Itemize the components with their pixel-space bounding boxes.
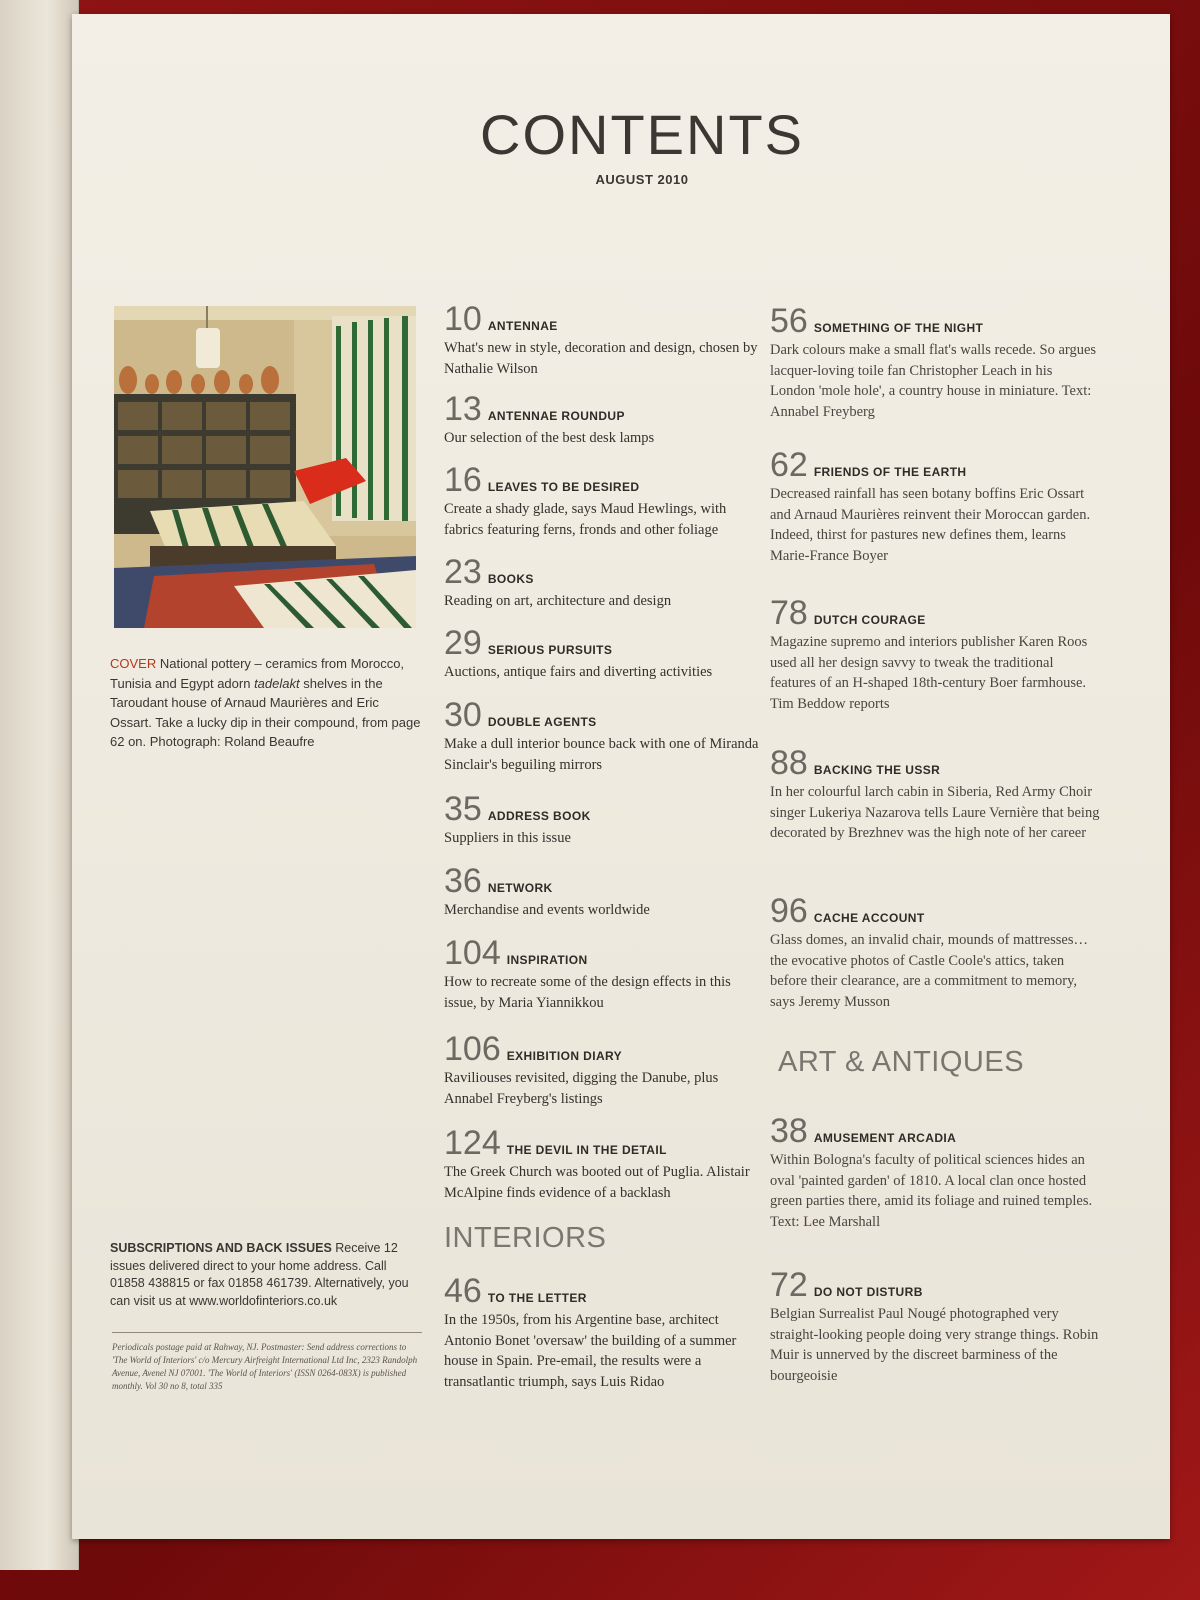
contents-entry[interactable] [770,304,1100,422]
entry-title: BOOKS [487,572,534,586]
entry-description: Glass domes, an invalid chair, mounds of mattresses… the evocative photos of Castle Coole's attics, taken before their clearance, are a commitment to memory, says Jeremy Musson [770,932,1088,1010]
page-number: 46 [444,1272,482,1310]
section-heading-art-antiques: ART & ANTIQUES [778,1046,1025,1078]
postage-notice: Periodicals postage paid at Rahway, NJ. Postmaster: Send address corrections to 'The World of Interiors' c/o Mercury Airfreight International Ltd Inc, 2323 Randolph Avenue, Avenel NJ 07001. 'The World of Interiors' (ISSN 0264-083X) is published monthly. Vol 30 no 8, total 335 [112,1332,422,1393]
section-heading-interiors: INTERIORS [444,1222,607,1254]
entry-description: Reading on art, architecture and design [444,593,672,609]
contents-entry[interactable] [444,698,764,775]
page-number: 56 [770,302,808,340]
contents-page [72,14,1170,1539]
entry-title: NETWORK [487,881,553,895]
subscriptions-label: SUBSCRIPTIONS AND BACK ISSUES [110,1241,332,1255]
page-number: 13 [444,390,482,428]
entry-title: DO NOT DISTURB [813,1285,923,1299]
entry-description: Raviliouses revisited, digging the Danube, plus Annabel Freyberg's listings [444,1070,719,1107]
entry-title: ANTENNAE [487,319,558,333]
page-number: 96 [770,892,808,930]
entry-title: DOUBLE AGENTS [487,715,597,729]
page-number: 38 [770,1112,808,1150]
contents-entry[interactable] [770,1268,1100,1386]
cover-text-b: shelves in the Taroudant house of Arnaud Maurières and Eric Ossart. Take a lucky dip in their compound, from page 62 on. Photograph: Roland Beaufre [110,675,421,749]
contents-entry[interactable] [770,1114,1100,1232]
contents-entry[interactable] [444,302,764,379]
contents-entry[interactable] [770,448,1100,566]
entry-description: Belgian Surrealist Paul Nougé photographed very straight-looking people doing very strange things. Robin Muir is unnerved by the discreet barminess of the bourgeoisie [770,1306,1099,1384]
page-number: 106 [444,1030,501,1068]
issue-date: AUGUST 2010 [595,172,689,187]
entry-description: Auctions, antique fairs and diverting activities [444,664,713,680]
entry-title: INSPIRATION [506,953,588,967]
contents-entry[interactable] [444,1032,764,1109]
page-number: 30 [444,696,482,734]
cover-text-a: National pottery – ceramics from Morocco, Tunisia and Egypt adorn [110,656,405,691]
contents-entry[interactable] [770,596,1100,714]
entry-description: Magazine supremo and interiors publisher Karen Roos used all her design savvy to tweak the traditional features of an H-shaped 18th-century Boer farmhouse. Tim Beddow reports [770,634,1088,712]
entry-title: BACKING THE USSR [813,763,941,777]
entry-title: AMUSEMENT ARCADIA [813,1131,957,1145]
entry-title: ANTENNAE ROUNDUP [487,409,625,423]
entry-description: Suppliers in this issue [444,830,571,846]
entry-description: The Greek Church was booted out of Puglia. Alistair McAlpine finds evidence of a backlash [444,1164,750,1201]
entry-title: EXHIBITION DIARY [506,1049,623,1063]
entry-title: FRIENDS OF THE EARTH [813,465,967,479]
facing-page-edge [0,0,79,1570]
entry-description: Make a dull interior bounce back with one of Miranda Sinclair's beguiling mirrors [444,736,759,773]
contents-entry[interactable] [444,864,764,921]
cover-caption [110,654,422,752]
entry-title: SERIOUS PURSUITS [487,643,613,657]
entry-title: DUTCH COURAGE [813,613,926,627]
page-number: 23 [444,553,482,591]
page-number: 104 [444,934,501,972]
contents-entry[interactable] [444,1274,764,1392]
entry-description: Decreased rainfall has seen botany boffins Eric Ossart and Arnaud Maurières reinvent their Moroccan garden. Indeed, thirst for pastures new defines them, learns Marie-France Boyer [770,486,1091,564]
entry-title: THE DEVIL IN THE DETAIL [506,1143,667,1157]
entry-description: What's new in style, decoration and design, chosen by Nathalie Wilson [444,340,758,377]
entry-description: In the 1950s, from his Argentine base, architect Antonio Bonet 'oversaw' the building of a summer house in Spain. Pre-email, the results were a transatlantic triumph, says Luis Ridao [444,1312,737,1390]
cover-italic-word: tadelakt [254,675,300,691]
page-number: 88 [770,744,808,782]
entry-title: ADDRESS BOOK [487,809,591,823]
page-number: 16 [444,461,482,499]
entry-description: In her colourful larch cabin in Siberia, Red Army Choir singer Lukeriya Nazarova tells Laure Vernière that being decorated by Brezhnev was the high note of her career [770,784,1100,841]
page-number: 35 [444,790,482,828]
entry-description: Our selection of the best desk lamps [444,430,655,446]
page-title: CONTENTS [480,103,804,166]
page-number: 72 [770,1266,808,1304]
entry-title: CACHE ACCOUNT [813,911,925,925]
contents-entry[interactable] [770,894,1100,1012]
page-number: 10 [444,300,482,338]
page-number: 124 [444,1124,501,1162]
page-number: 62 [770,446,808,484]
contents-entry[interactable] [444,792,764,849]
subscriptions-text: Receive 12 issues delivered direct to your home address. Call 01858 438815 or fax 01858 461739. Alternatively, you can visit us at www.worldofinteriors.co.uk [110,1241,409,1308]
contents-entry[interactable] [444,1126,764,1203]
page-number: 78 [770,594,808,632]
entry-description: Merchandise and events worldwide [444,902,650,918]
contents-entry[interactable] [770,746,1100,844]
page-number: 29 [444,624,482,662]
cover-label: COVER [110,656,157,671]
entry-title: LEAVES TO BE DESIRED [487,480,640,494]
page-number: 36 [444,862,482,900]
contents-entry[interactable] [444,463,764,540]
cover-photo [114,306,416,628]
contents-entry[interactable] [444,936,764,1013]
entry-description: How to recreate some of the design effects in this issue, by Maria Yiannikkou [444,974,731,1011]
contents-entry[interactable] [444,392,764,449]
entry-title: SOMETHING OF THE NIGHT [813,321,984,335]
subscriptions-info [110,1240,422,1310]
entry-title: TO THE LETTER [487,1291,587,1305]
contents-entry[interactable] [444,626,764,683]
entry-description: Dark colours make a small flat's walls recede. So argues lacquer-loving toile fan Christopher Leach in his London 'mole hole', a country house in miniature. Text: Annabel Freyberg [770,342,1097,420]
entry-description: Create a shady glade, says Maud Hewlings, with fabrics featuring ferns, fronds and other foliage [444,501,727,538]
entry-description: Within Bologna's faculty of political sciences hides an oval 'painted garden' of 1810. A local clan once hosted green parties there, amid its foliage and ruined temples. Text: Lee Marshall [770,1152,1093,1230]
contents-entry[interactable] [444,555,764,612]
